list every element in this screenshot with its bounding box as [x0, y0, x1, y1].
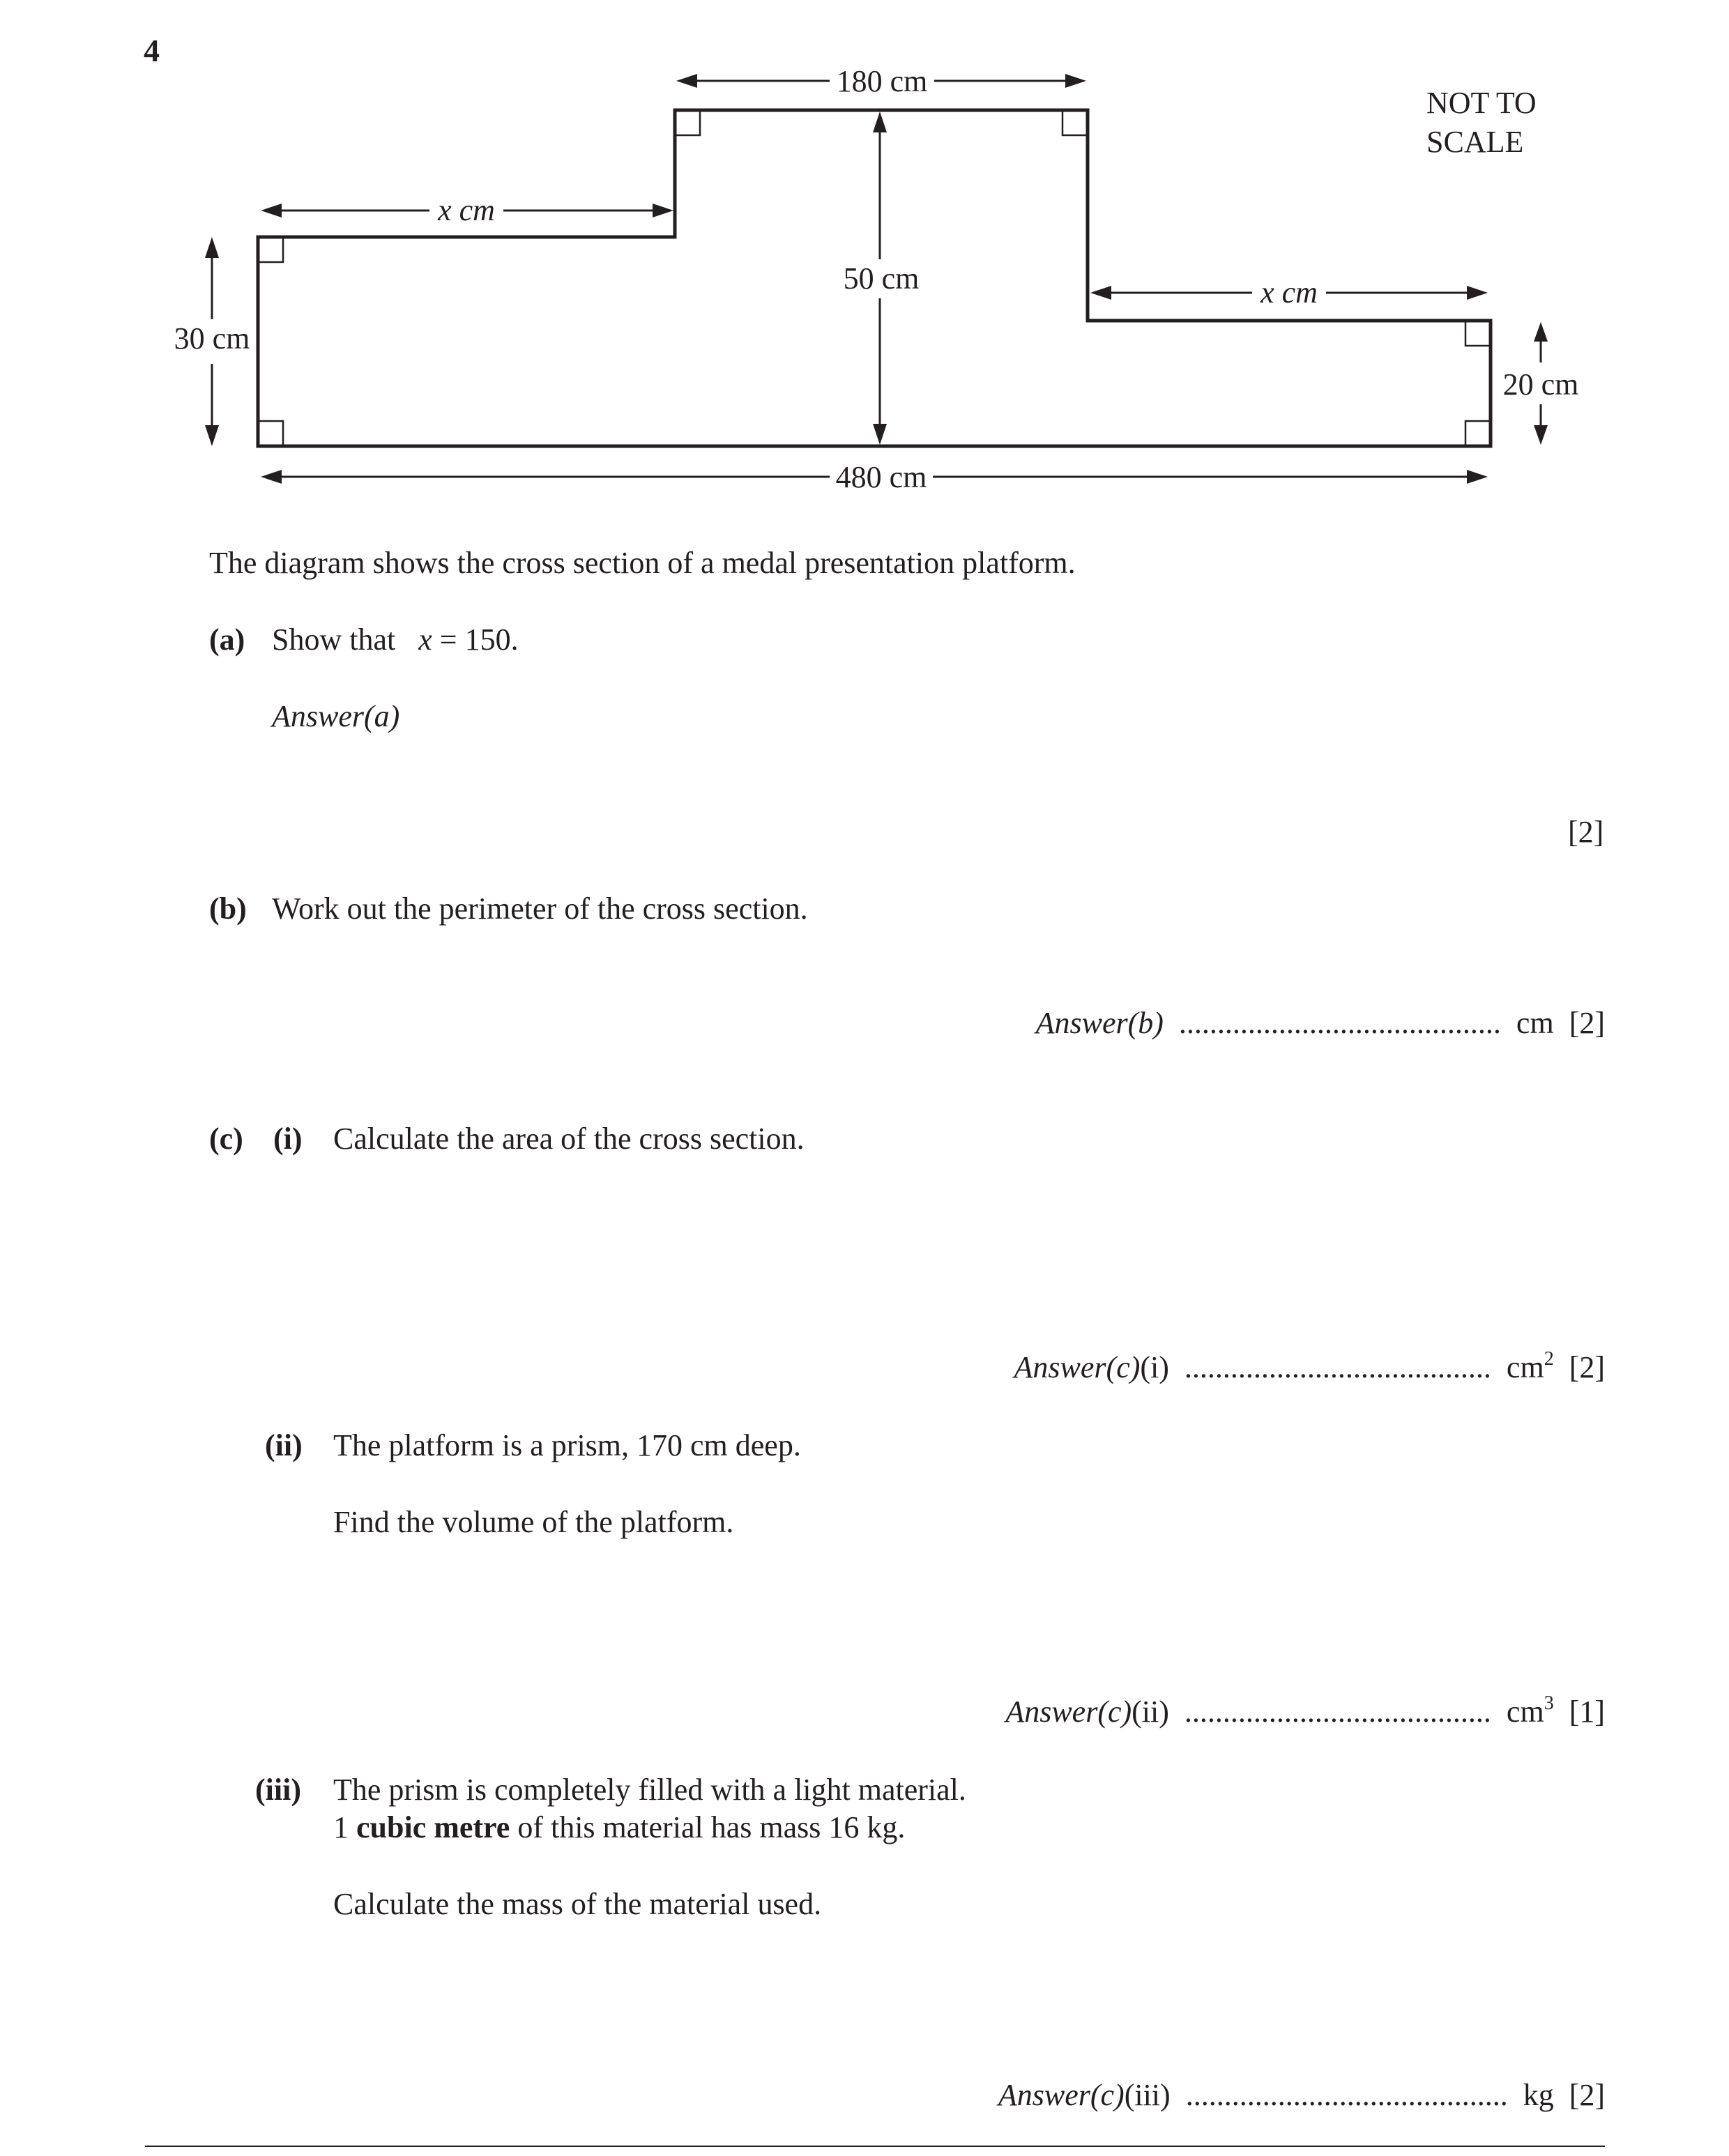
part-b-answer-line [1036, 1008, 1605, 1039]
page-number: 4 [144, 33, 160, 68]
part-a-answer-label: Answer(a) [272, 699, 400, 733]
part-c-iii-answer-line [998, 2080, 1605, 2111]
part-a-marks: [2] [1568, 815, 1604, 849]
part-b-text: Work out the perimeter of the cross section. [272, 892, 808, 926]
part-c-ii-answer-sub: (ii) [1132, 1695, 1169, 1729]
not-to-scale-line1: NOT TO [1426, 86, 1537, 120]
part-a-equation: = 150. [439, 622, 519, 657]
part-c-i-answer-dots[interactable]: ........................................ [1184, 1350, 1491, 1384]
part-c-label: (c) [209, 1122, 243, 1156]
label-right-height: 20 cm [1502, 367, 1579, 402]
part-c-iii-answer-dots[interactable]: .......................................... [1185, 2078, 1508, 2112]
platform-cross-section-diagram [0, 0, 1729, 530]
part-c-iii-unit: kg [1523, 2078, 1554, 2112]
part-c-i-text: Calculate the area of the cross section. [333, 1122, 805, 1156]
part-c-i-answer-sub: (i) [1140, 1350, 1169, 1384]
part-c-ii-text1: The platform is a prism, 170 cm deep. [333, 1428, 801, 1462]
label-bottom-width: 480 cm [835, 460, 927, 494]
part-c-iii-text2: 1 cubic metre of this material has mass 16 kg. [333, 1810, 906, 1844]
part-c-iii-answer-sub: (iii) [1124, 2078, 1171, 2112]
label-right-x: x cm [1260, 275, 1318, 309]
part-c-i-label: (i) [273, 1122, 303, 1156]
page-bottom-rule [145, 2146, 1605, 2147]
part-b-label: (b) [209, 892, 247, 926]
part-c-iii-text1: The prism is completely filled with a light material. [333, 1773, 966, 1807]
part-b-answer-dots[interactable]: .......................................... [1178, 1006, 1501, 1040]
part-c-iii-label: (iii) [255, 1773, 301, 1807]
part-c-i-answer-line [1014, 1348, 1605, 1384]
part-a-label: (a) [209, 622, 245, 657]
part-b-unit: cm [1516, 1006, 1554, 1040]
part-c-ii-text2: Find the volume of the platform. [333, 1505, 734, 1539]
part-c-i-unit: $cm^2$ [1506, 1348, 1554, 1384]
part-c-ii-unit: $cm^3$ [1506, 1692, 1554, 1729]
part-c-iii-text3: Calculate the mass of the material used. [333, 1887, 822, 1921]
part-a-prefix: Show that [272, 622, 396, 657]
part-b-answer-label: Answer(b) [1035, 1006, 1164, 1040]
not-to-scale-line2: SCALE [1426, 125, 1524, 159]
label-left-height: 30 cm [174, 321, 250, 355]
question-intro: The diagram shows the cross section of a medal presentation platform. [209, 546, 1076, 580]
part-c-ii-marks: [1] [1569, 1695, 1605, 1729]
label-top-width: 180 cm [836, 64, 928, 98]
part-c-i-marks: [2] [1569, 1350, 1605, 1384]
part-a-variable: x [418, 622, 432, 657]
part-c-iii-answer-label: Answer(c) [998, 2078, 1125, 2112]
part-c-i-answer-label: Answer(c) [1014, 1350, 1141, 1384]
part-c-ii-answer-dots[interactable]: ........................................ [1184, 1695, 1491, 1729]
part-c-ii-answer-line [1005, 1692, 1605, 1729]
label-middle-height: 50 cm [843, 261, 920, 296]
label-left-x: x cm [438, 193, 495, 227]
part-b-marks: [2] [1569, 1006, 1605, 1040]
part-c-iii-marks: [2] [1569, 2078, 1605, 2112]
cubic-metre-emphasis: cubic metre [356, 1810, 510, 1844]
part-c-ii-label: (ii) [265, 1428, 303, 1462]
part-c-ii-answer-label: Answer(c) [1005, 1695, 1132, 1729]
part-a-text [272, 622, 519, 657]
